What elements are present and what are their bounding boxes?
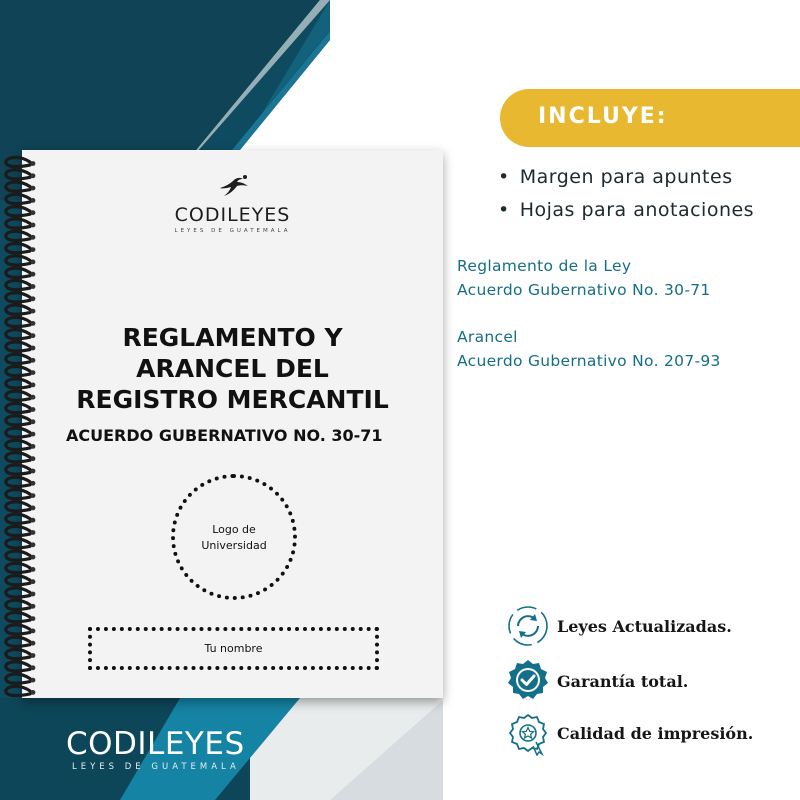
spiral-coil [6, 674, 30, 683]
spiral-hole [31, 186, 36, 191]
spiral-coil [6, 256, 30, 265]
spiral-hole [31, 506, 36, 511]
spiral-coil [6, 514, 30, 523]
spiral-hole [31, 358, 36, 363]
spiral-hole [31, 530, 36, 535]
spiral-coil [6, 637, 30, 646]
spiral-coil [6, 207, 30, 216]
refresh-cycle-icon [506, 604, 550, 648]
spiral-coil [6, 157, 30, 166]
spiral-coil [6, 625, 30, 634]
spiral-coil [6, 305, 30, 314]
info-line: Reglamento de la Ley [457, 257, 632, 275]
spiral-coil [6, 280, 30, 289]
spiral-hole [31, 247, 36, 252]
spiral-hole [31, 407, 36, 412]
spiral-coil [6, 391, 30, 400]
spiral-hole [31, 333, 36, 338]
spiral-hole [31, 665, 36, 670]
info-line: Acuerdo Gubernativo No. 207-93 [457, 352, 721, 370]
includes-item: • Hojas para anotaciones [498, 199, 754, 232]
spiral-coil [6, 416, 30, 425]
spiral-coil [6, 477, 30, 486]
spiral-hole [31, 653, 36, 658]
spiral-hole [31, 161, 36, 166]
info-line: Arancel [457, 328, 518, 346]
spiral-hole [31, 555, 36, 560]
footer-brand-name: CODILEYES [66, 726, 245, 762]
spiral-coil [6, 576, 30, 585]
title-line: ARANCEL DEL [136, 354, 329, 383]
spiral-coil [6, 194, 30, 203]
spiral-coil [6, 563, 30, 572]
spiral-coil [6, 219, 30, 228]
spiral-coil [6, 465, 30, 474]
brand-logo-icon [218, 174, 252, 198]
spiral-coil [6, 453, 30, 462]
name-placeholder-box [88, 627, 379, 670]
spiral-coil [6, 244, 30, 253]
spiral-hole [31, 481, 36, 486]
spiral-hole [31, 284, 36, 289]
spiral-coil [6, 551, 30, 560]
spiral-hole [31, 629, 36, 634]
spiral-coil [6, 662, 30, 671]
spiral-hole [31, 383, 36, 388]
placeholder-line: Logo de [212, 523, 256, 536]
notebook-cover [22, 150, 443, 698]
info-block-arancel [457, 325, 721, 373]
spiral-coil [6, 649, 30, 658]
spiral-coil [6, 330, 30, 339]
spiral-hole [31, 493, 36, 498]
spiral-coil [6, 686, 30, 695]
spiral-hole [31, 370, 36, 375]
notebook-brand-name: CODILEYES [174, 204, 291, 226]
spiral-coil [6, 588, 30, 597]
spiral-hole [31, 690, 36, 695]
quality-ribbon-icon [506, 712, 550, 756]
notebook-brand-subtitle: LEYES DE GUATEMALA [174, 228, 291, 234]
includes-heading-pill [500, 89, 800, 147]
checkmark-badge-icon [506, 658, 550, 702]
spiral-hole [31, 395, 36, 400]
spiral-hole [31, 616, 36, 621]
spiral-hole [31, 235, 36, 240]
spiral-hole [31, 260, 36, 265]
spiral-coil [6, 231, 30, 240]
spiral-hole [31, 444, 36, 449]
spiral-hole [31, 604, 36, 609]
spiral-coil [6, 379, 30, 388]
info-block-reglamento [457, 254, 711, 302]
title-line: REGISTRO MERCANTIL [76, 385, 389, 414]
spiral-hole [31, 296, 36, 301]
badge-label-guarantee: Garantía total. [557, 672, 689, 691]
spiral-hole [31, 210, 36, 215]
spiral-hole [31, 641, 36, 646]
spiral-hole [31, 173, 36, 178]
spiral-coil [6, 428, 30, 437]
spiral-coil [6, 403, 30, 412]
includes-item: • Margen para apuntes [498, 166, 754, 199]
spiral-hole [31, 456, 36, 461]
name-placeholder: Tu nombre [204, 642, 263, 655]
includes-heading: INCLUYE: [538, 104, 668, 129]
spiral-coil [6, 293, 30, 302]
spiral-hole [31, 592, 36, 597]
spiral-hole [31, 419, 36, 424]
spiral-coil [6, 613, 30, 622]
spiral-coil [6, 600, 30, 609]
notebook-subtitle: ACUERDO GUBERNATIVO NO. 30-71 [66, 426, 383, 445]
badge-label-updated: Leyes Actualizadas. [557, 617, 732, 636]
spiral-hole [31, 198, 36, 203]
notebook-title [22, 322, 443, 415]
spiral-hole [31, 321, 36, 326]
university-logo-placeholder [171, 474, 297, 600]
spiral-hole [31, 432, 36, 437]
spiral-coil [6, 490, 30, 499]
spiral-binding [0, 150, 42, 698]
spiral-hole [31, 346, 36, 351]
spiral-coil [6, 526, 30, 535]
spiral-hole [31, 223, 36, 228]
spiral-hole [31, 542, 36, 547]
badge-label-quality: Calidad de impresión. [557, 724, 754, 743]
spiral-coil [6, 170, 30, 179]
spiral-coil [6, 182, 30, 191]
spiral-coil [6, 502, 30, 511]
spiral-hole [31, 309, 36, 314]
spiral-hole [31, 579, 36, 584]
spiral-coil [6, 354, 30, 363]
spiral-hole [31, 567, 36, 572]
info-line: Acuerdo Gubernativo No. 30-71 [457, 281, 711, 299]
spiral-hole [31, 518, 36, 523]
spiral-coil [6, 268, 30, 277]
spiral-coil [6, 539, 30, 548]
spiral-hole [31, 678, 36, 683]
includes-list [498, 166, 754, 232]
spiral-hole [31, 272, 36, 277]
title-line: REGLAMENTO Y [122, 323, 343, 352]
spiral-coil [6, 342, 30, 351]
placeholder-line: Universidad [201, 539, 267, 552]
spiral-coil [6, 440, 30, 449]
spiral-coil [6, 367, 30, 376]
spiral-hole [31, 469, 36, 474]
footer-brand-subtitle: LEYES DE GUATEMALA [72, 762, 240, 772]
spiral-coil [6, 317, 30, 326]
